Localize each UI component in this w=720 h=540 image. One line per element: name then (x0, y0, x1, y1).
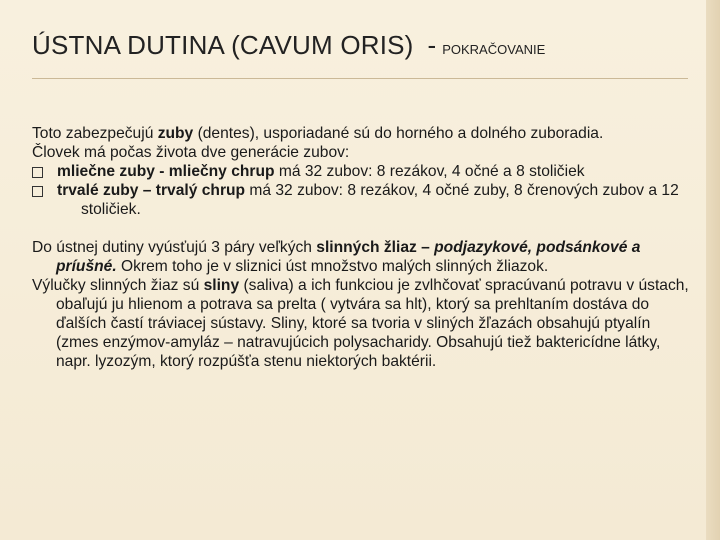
title-divider (32, 78, 688, 79)
slide-edge-decoration (706, 0, 720, 540)
square-bullet-icon (32, 186, 43, 197)
bullet-item (32, 181, 692, 219)
bold-run: slinných žliaz – (316, 239, 435, 256)
text-run: Toto zabezpečujú (32, 125, 158, 142)
bullet-text (57, 181, 692, 219)
slide-body (32, 124, 692, 371)
bold-run: sliny (203, 277, 240, 294)
slide-subtitle: POKRAČOVANIE (442, 42, 546, 57)
text-run: Človek má počas života dve generácie zubov: (32, 144, 350, 161)
text-run: (dentes), usporiadané sú do horného a dolného zuboradia. (193, 125, 604, 142)
bold-italic-run: podjazykové, podsánkové a príušné. (56, 239, 641, 275)
text-run: Do ústnej dutiny vyúsťujú 3 páry veľkých (32, 239, 317, 256)
paragraph-saliva (32, 276, 692, 371)
slide-title-separator: - (427, 30, 437, 60)
bold-run: zuby (157, 125, 194, 142)
text-run: má 32 zubov: 8 rezákov, 4 očné a 8 stoličiek (274, 163, 585, 180)
bold-run: trvalé zuby – trvalý chrup (57, 182, 246, 199)
bullet-text (57, 162, 692, 181)
paragraph-teeth (32, 124, 692, 143)
text-run: (saliva) a ich funkciou je zvlhčovať spracúvanú potravu v ústach, obaľujú ju hlienom a potrava sa prelta ( vytvára sa hlt), ktorý sa prehltaním dostáva do ďalších častí tráviacej sústavy. Sliny, ktoré sa tvoria v sliných žľazách obsahujú ptyalín (zmes enzýmov-amyláz – natravujúcich polysacharidy. Obsahujú tiež baktericídne látky, napr. lyzozým, ktorý rozpúšťa stenu niektorých baktérii. (56, 277, 689, 370)
paragraph-salivary-glands (32, 238, 692, 276)
square-bullet-icon (32, 167, 43, 178)
text-run: Okrem toho je v sliznici úst množstvo malých slinných žliazok. (116, 258, 549, 275)
spacer (32, 219, 692, 238)
paragraph-generations (32, 143, 692, 162)
slide-title (32, 30, 692, 61)
text-run: má 32 zubov: 8 rezákov, 4 očné zuby, 8 črenových zubov a 12 stoličiek. (81, 182, 679, 218)
slide-title-main: ÚSTNA DUTINA (CAVUM ORIS) (32, 30, 414, 60)
bold-run: mliečne zuby - mliečny chrup (57, 163, 275, 180)
text-run: Výlučky slinných žiaz sú (32, 277, 204, 294)
bullet-item (32, 162, 692, 181)
